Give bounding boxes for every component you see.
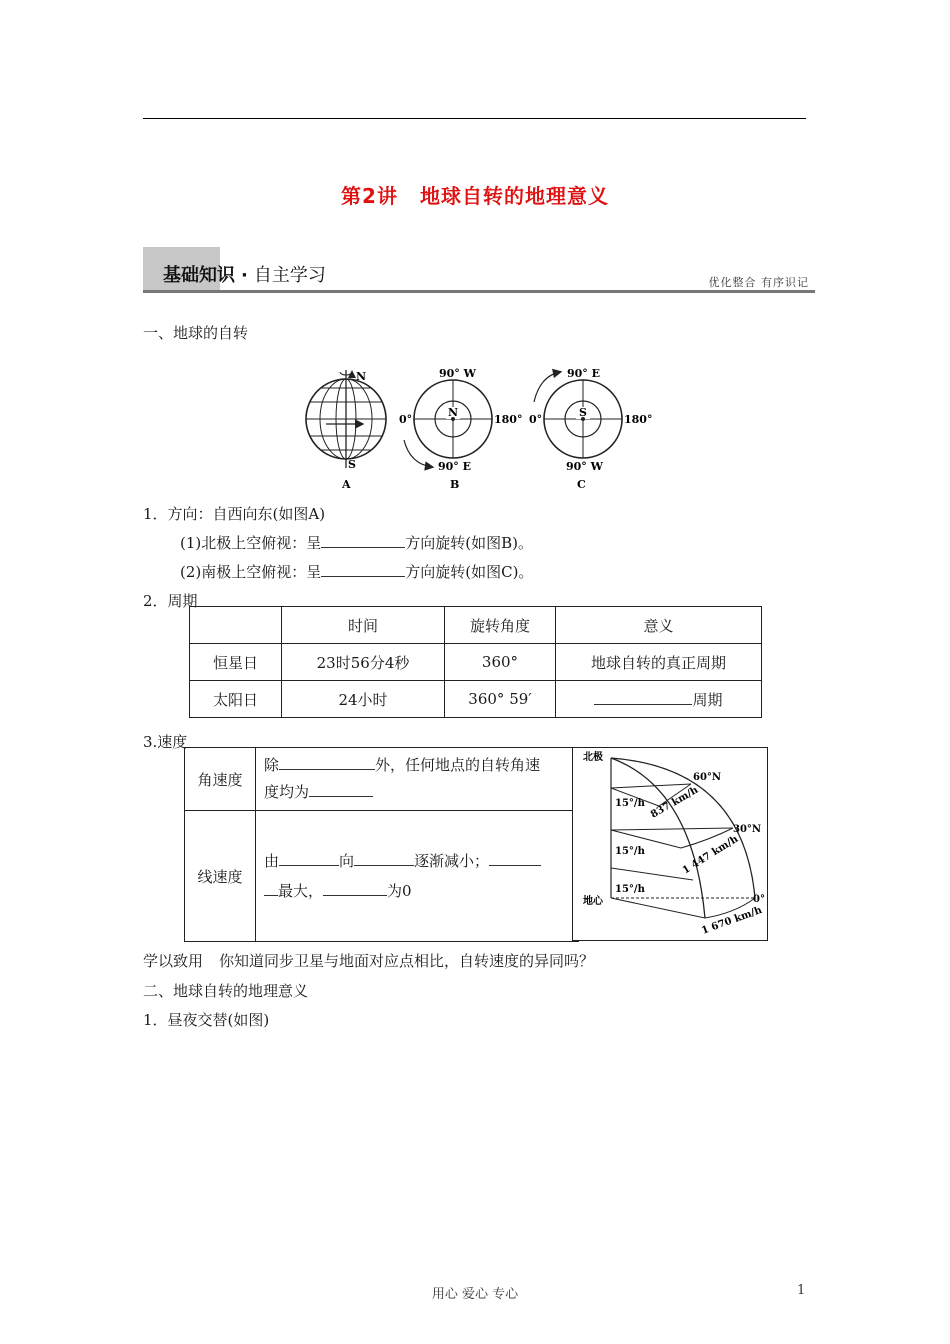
linear-text-e: 为0 bbox=[387, 882, 412, 900]
globe-b-bottom: 90° E bbox=[438, 460, 472, 473]
page-number: 1 bbox=[797, 1283, 806, 1298]
fill-blank[interactable] bbox=[309, 782, 373, 797]
lesson-title bbox=[0, 180, 950, 209]
speed-diagram-svg bbox=[573, 748, 767, 940]
period-table bbox=[189, 606, 762, 718]
globe-c-figure bbox=[529, 367, 652, 491]
fill-blank[interactable] bbox=[321, 562, 405, 577]
diagram-pole-label: 北极 bbox=[583, 752, 603, 763]
angular-text-b: 外，任何地点的自转角速 bbox=[375, 756, 541, 774]
diagram-lat-60: 60°N bbox=[693, 772, 722, 783]
banner-dot: · bbox=[241, 265, 248, 286]
fill-blank[interactable] bbox=[323, 881, 387, 896]
fill-blank[interactable] bbox=[321, 533, 405, 548]
banner-subtitle: 优化整合 有序识记 bbox=[708, 276, 809, 289]
globe-a-caption: A bbox=[342, 478, 351, 491]
direction-south bbox=[180, 561, 533, 582]
globe-c-bottom: 90° W bbox=[566, 460, 603, 473]
globe-c-left: 0° bbox=[529, 413, 543, 426]
globe-b-left: 0° bbox=[399, 413, 413, 426]
globe-b-right: 180° bbox=[494, 413, 523, 426]
diagram-omega-1: 15°/h bbox=[615, 798, 645, 809]
fill-blank[interactable] bbox=[279, 755, 375, 770]
banner-title bbox=[163, 261, 326, 287]
direction-north bbox=[180, 532, 533, 553]
speed-diagram bbox=[572, 747, 768, 941]
table-row bbox=[190, 644, 762, 681]
fill-blank[interactable] bbox=[264, 881, 278, 896]
table-header: 意义 bbox=[556, 607, 762, 644]
direction-south-suffix: 方向旋转(如图C)。 bbox=[405, 563, 534, 581]
direction-south-prefix: (2)南极上空俯视：呈 bbox=[180, 563, 322, 581]
direction-north-prefix: (1)北极上空俯视：呈 bbox=[180, 534, 322, 552]
banner-rule bbox=[143, 290, 815, 293]
linear-text-b: 向 bbox=[339, 852, 355, 870]
fill-blank[interactable] bbox=[354, 851, 414, 866]
banner-rest: 自主学习 bbox=[253, 265, 326, 286]
page-footer: 用心 爱心 专心 bbox=[431, 1287, 519, 1302]
linear-text-a: 由 bbox=[264, 852, 280, 870]
diagram-center-label: 地心 bbox=[583, 896, 603, 907]
table-cell: 360° bbox=[445, 644, 556, 681]
fill-blank[interactable] bbox=[279, 851, 339, 866]
lesson-name: 地球自转的地理意义 bbox=[419, 184, 609, 208]
table-cell bbox=[256, 748, 579, 811]
diagram-omega-3: 15°/h bbox=[615, 884, 645, 895]
linear-text-d: 最大， bbox=[278, 882, 324, 900]
table-row bbox=[185, 748, 579, 811]
globe-b-caption: B bbox=[450, 478, 460, 491]
lesson-number: 第2讲 bbox=[341, 184, 398, 208]
globe-a-s: S bbox=[348, 458, 356, 471]
table-cell: 360° 59′ bbox=[445, 681, 556, 718]
diagram-speed-60: 837 km/h bbox=[649, 784, 701, 821]
globe-c-right: 180° bbox=[624, 413, 653, 426]
globe-c-top: 90° E bbox=[567, 367, 601, 380]
section1-heading: 一、地球的自转 bbox=[143, 324, 249, 342]
angular-text-c: 度均为 bbox=[264, 783, 310, 801]
table-row bbox=[190, 681, 762, 718]
table-cell: 线速度 bbox=[185, 811, 256, 942]
table-cell: 太阳日 bbox=[190, 681, 282, 718]
fill-blank[interactable] bbox=[489, 851, 541, 866]
globe-b-top: 90° W bbox=[439, 367, 476, 380]
table-header: 旋转角度 bbox=[445, 607, 556, 644]
table-cell: 23时56分4秒 bbox=[282, 644, 445, 681]
banner-bold: 基础知识 bbox=[163, 265, 235, 286]
diagram-speed-30: 1 447 km/h bbox=[680, 833, 741, 877]
table-row bbox=[190, 607, 762, 644]
angular-text-a: 除 bbox=[264, 756, 280, 774]
table-cell: 24小时 bbox=[282, 681, 445, 718]
table-cell bbox=[190, 607, 282, 644]
apply-line bbox=[143, 950, 594, 971]
globe-b-figure bbox=[399, 367, 522, 491]
diagram-omega-2: 15°/h bbox=[615, 846, 645, 857]
section2-item1: 1．昼夜交替(如图) bbox=[143, 1011, 270, 1029]
apply-label: 学以致用 bbox=[143, 952, 204, 970]
section2-heading: 二、地球自转的地理意义 bbox=[143, 982, 309, 1000]
speed-table bbox=[184, 747, 579, 942]
globe-a-n: N bbox=[356, 370, 367, 383]
table-cell: 恒星日 bbox=[190, 644, 282, 681]
header-rule bbox=[143, 118, 806, 119]
table-cell: 角速度 bbox=[185, 748, 256, 811]
linear-text-c: 逐渐减小； bbox=[414, 852, 490, 870]
period-heading: 2．周期 bbox=[143, 592, 198, 610]
rotation-figure bbox=[290, 360, 660, 495]
table-header: 时间 bbox=[282, 607, 445, 644]
globe-c-caption: C bbox=[577, 478, 586, 491]
speed-heading: 3.速度 bbox=[143, 733, 188, 751]
fill-blank[interactable] bbox=[594, 690, 692, 705]
diagram-lat-0: 0° bbox=[753, 894, 765, 905]
apply-question: 你知道同步卫星与地面对应点相比，自转速度的异同吗？ bbox=[219, 952, 595, 970]
diagram-speed-0: 1 670 km/h bbox=[700, 904, 764, 937]
direction-line: 1．方向：自西向东(如图A) bbox=[143, 505, 326, 523]
table-cell bbox=[556, 681, 762, 718]
section-banner bbox=[143, 247, 815, 293]
table-cell-text: 周期 bbox=[692, 690, 723, 709]
globe-c-center: S bbox=[579, 406, 587, 419]
table-row bbox=[185, 811, 579, 942]
direction-north-suffix: 方向旋转(如图B)。 bbox=[405, 534, 533, 552]
table-cell: 地球自转的真正周期 bbox=[556, 644, 762, 681]
diagram-lat-30: 30°N bbox=[733, 824, 762, 835]
globe-b-center: N bbox=[448, 406, 459, 419]
table-cell bbox=[256, 811, 579, 942]
globe-a-figure bbox=[306, 370, 386, 491]
